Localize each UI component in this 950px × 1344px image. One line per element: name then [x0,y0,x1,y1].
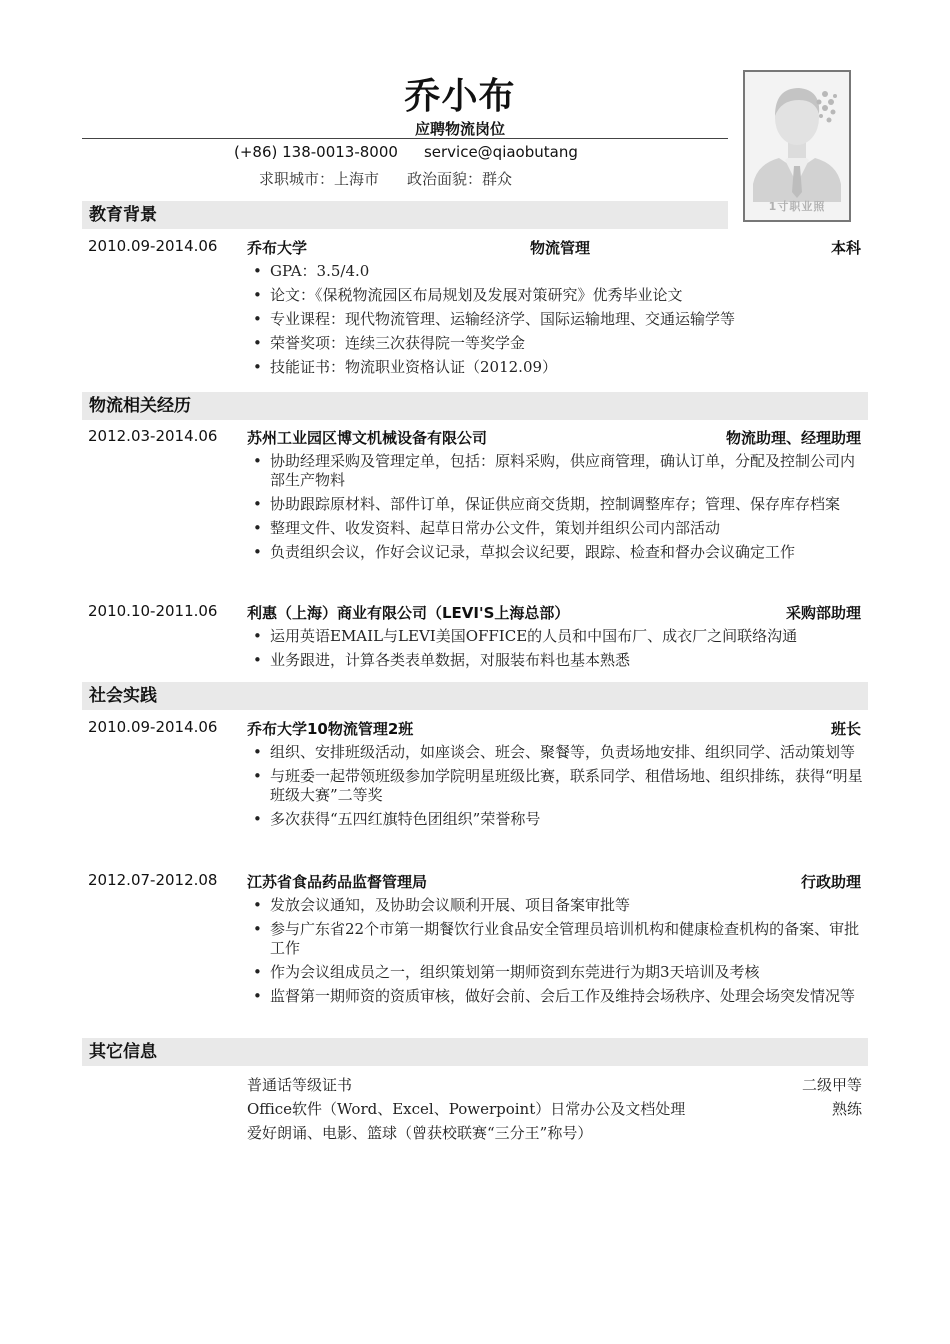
list-item: • 业务跟进，计算各类表单数据，对服装布料也基本熟悉 [248,651,863,670]
phone-number: (+86) 138-0013-8000 [234,143,398,161]
list-item: • 发放会议通知，及协助会议顺利开展、项目备案审批等 [248,896,863,915]
social-bullets [248,743,863,834]
list-item: • 论文：《保税物流园区布局规划及发展对策研究》优秀毕业论文 [248,286,863,305]
photo-caption: 1寸职业照 [768,200,826,213]
list-item: • 协助经理采购及管理定单，包括：原料采购，供应商管理，确认订单，分配及控制公司内部生产物料 [248,452,863,490]
other-info-row [247,1122,862,1143]
section-other-header: 其它信息 [82,1038,868,1066]
list-item: • 专业课程：现代物流管理、运输经济学、国际运输地理、交通运输学等 [248,310,863,329]
section-education-header: 教育背景 [82,201,728,229]
organization-name: 江苏省食品药品监督管理局 [247,873,428,891]
other-info-level: 熟练 [831,1100,862,1118]
school-name: 乔布大学 [247,239,308,257]
candidate-name: 乔小布 [404,76,516,117]
job-target: 应聘物流岗位 [414,120,505,138]
position-title: 班长 [830,720,861,738]
list-item: • 监督第一期师资的资质审核，做好会前、会后工作及维持会场秩序、处理会场突发情况等 [248,987,863,1006]
list-item: • 运用英语EMAIL与LEVI美国OFFICE的人员和中国布厂、成衣厂之间联络沟通 [248,627,863,646]
profile-photo-placeholder [743,70,851,222]
job-role: 采购部助理 [785,604,861,622]
list-item: • 与班委一起带领班级参加学院明星班级比赛，联系同学、租借场地、组织排练，获得“明星班级大赛”二等奖 [248,767,863,805]
entry-date: 2012.03-2014.06 [88,427,218,445]
degree: 本科 [830,239,861,257]
list-item: • 技能证书：物流职业资格认证（2012.09） [248,358,863,377]
header-divider [82,138,728,139]
email-address: service@qiaobutang [423,143,578,161]
list-item: • 荣誉奖项：连续三次获得院一等奖学金 [248,334,863,353]
entry-date: 2010.10-2011.06 [88,602,218,620]
other-info-item: Office软件（Word、Excel、Powerpoint）日常办公及文档处理 [247,1100,686,1118]
position-title: 行政助理 [800,873,861,891]
list-item: • 组织、安排班级活动，如座谈会、班会、聚餐等，负责场地安排、组织同学、活动策划等 [248,743,863,762]
experience-bullets [248,627,863,675]
entry-date: 2012.07-2012.08 [88,871,218,889]
other-info-item: 普通话等级证书 [247,1076,353,1094]
list-item: • 整理文件、收发资料、起草日常办公文件，策划并组织公司内部活动 [248,519,863,538]
social-bullets [248,896,863,1011]
major: 物流管理 [530,239,591,257]
desired-city: 求职城市：上海市 [259,170,380,188]
list-item: • GPA：3.5/4.0 [248,262,863,281]
list-item: • 多次获得“五四红旗特色团组织”荣誉称号 [248,810,863,829]
other-info-row [247,1098,862,1119]
list-item: • 作为会议组成员之一，组织策划第一期师资到东莞进行为期3天培训及考核 [248,963,863,982]
education-bullets [248,262,863,382]
section-experience-header: 物流相关经历 [82,392,868,420]
company-name: 苏州工业园区博文机械设备有限公司 [247,429,488,447]
list-item: • 协助跟踪原材料、部件订单，保证供应商交货期，控制调整库存；管理、保存库存档案 [248,495,863,514]
other-info-item: 爱好朗诵、电影、篮球（曾获校联赛“三分王”称号） [247,1124,593,1142]
other-info-level: 二级甲等 [801,1076,862,1094]
list-item: • 负责组织会议，作好会议记录，草拟会议纪要，跟踪、检查和督办会议确定工作 [248,543,863,562]
list-item: • 参与广东省22个市第一期餐饮行业食品安全管理员培训机构和健康检查机构的备案、审批工作 [248,920,863,958]
contact-line [234,143,578,161]
meta-line [259,168,512,189]
experience-bullets [248,452,863,567]
entry-date: 2010.09-2014.06 [88,718,218,736]
organization-name: 乔布大学10物流管理2班 [247,720,414,738]
political-status: 政治面貌：群众 [407,170,513,188]
company-name: 利惠（上海）商业有限公司（LEVI'S上海总部） [247,604,570,622]
entry-date: 2010.09-2014.06 [88,237,218,255]
other-info-row [247,1074,862,1095]
job-role: 物流助理、经理助理 [725,429,861,447]
section-social-header: 社会实践 [82,682,868,710]
